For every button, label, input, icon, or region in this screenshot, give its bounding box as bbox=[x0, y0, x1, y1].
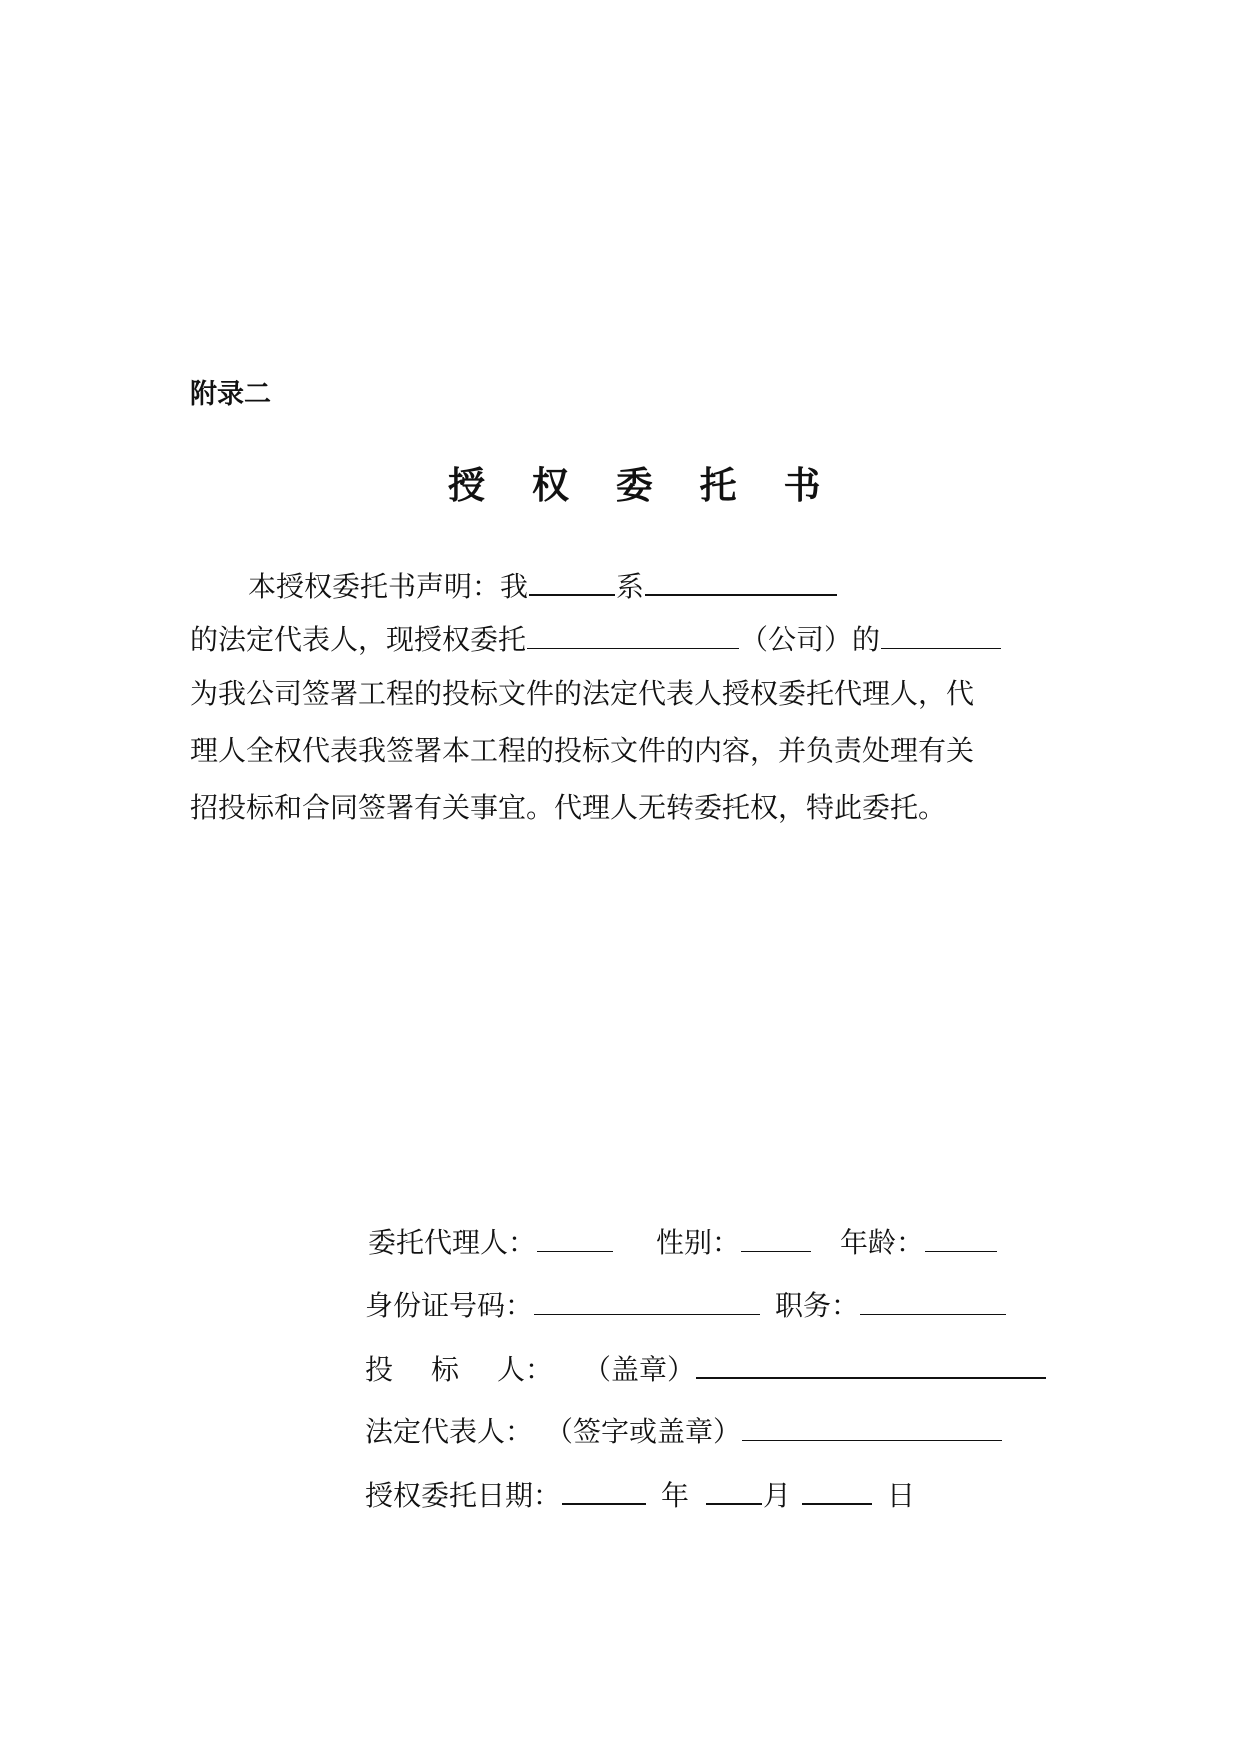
agent-company-blank[interactable] bbox=[527, 620, 739, 649]
bidder-field[interactable] bbox=[696, 1349, 1046, 1379]
gender-field[interactable] bbox=[741, 1223, 811, 1252]
bidder-label-char-1: 投 bbox=[365, 1353, 394, 1386]
legal-rep-seal-note: （签字或盖章） bbox=[545, 1415, 742, 1448]
signature-row-legal-rep bbox=[365, 1412, 1003, 1449]
statement-line-1 bbox=[248, 566, 838, 604]
month-field[interactable] bbox=[706, 1475, 762, 1505]
appendix-label: 附录二 bbox=[190, 379, 271, 410]
statement-line-1-prefix: 本授权委托书声明：我 bbox=[248, 570, 529, 603]
statement-line-2-mid: （公司）的 bbox=[740, 623, 881, 656]
signature-row-id bbox=[365, 1286, 1007, 1323]
bidder-label-char-3: 人： bbox=[497, 1353, 554, 1386]
agent-name-blank[interactable] bbox=[881, 620, 1001, 649]
signature-row-date bbox=[365, 1475, 915, 1513]
id-field[interactable] bbox=[534, 1286, 760, 1315]
position-field[interactable] bbox=[860, 1286, 1006, 1315]
id-label: 身份证号码： bbox=[365, 1289, 534, 1322]
signature-row-agent bbox=[368, 1223, 998, 1260]
signature-row-bidder bbox=[365, 1349, 1047, 1387]
date-label: 授权委托日期： bbox=[365, 1479, 562, 1512]
month-label: 月 bbox=[763, 1479, 792, 1512]
statement-line-5: 招投标和合同签署有关事宜。代理人无转委托权，特此委托。 bbox=[190, 791, 947, 824]
bidder-seal-note: （盖章） bbox=[583, 1353, 696, 1386]
agent-field[interactable] bbox=[537, 1223, 613, 1252]
year-label: 年 bbox=[661, 1479, 690, 1512]
age-label: 年龄： bbox=[840, 1226, 925, 1259]
position-label: 职务： bbox=[775, 1289, 860, 1322]
day-field[interactable] bbox=[802, 1475, 872, 1505]
statement-line-3: 为我公司签署工程的投标文件的法定代表人授权委托代理人，代 bbox=[190, 677, 975, 710]
day-label: 日 bbox=[887, 1479, 916, 1512]
document-title: 授 权 委 托 书 bbox=[448, 463, 838, 507]
statement-line-4: 理人全权代表我签署本工程的投标文件的内容，并负责处理有关 bbox=[190, 734, 975, 767]
statement-line-2-prefix: 的法定代表人，现授权委托 bbox=[190, 623, 527, 656]
legal-rep-field[interactable] bbox=[742, 1412, 1002, 1441]
name-blank[interactable] bbox=[529, 566, 615, 596]
gender-label: 性别： bbox=[656, 1226, 741, 1259]
statement-line-2 bbox=[190, 620, 1002, 657]
statement-line-1-mid: 系 bbox=[616, 570, 645, 603]
bidder-label-char-2: 标 bbox=[431, 1353, 460, 1386]
legal-rep-label: 法定代表人： bbox=[365, 1415, 534, 1448]
agent-label: 委托代理人： bbox=[368, 1226, 537, 1259]
year-field[interactable] bbox=[562, 1475, 646, 1505]
age-field[interactable] bbox=[925, 1223, 997, 1252]
company-blank[interactable] bbox=[645, 566, 837, 596]
